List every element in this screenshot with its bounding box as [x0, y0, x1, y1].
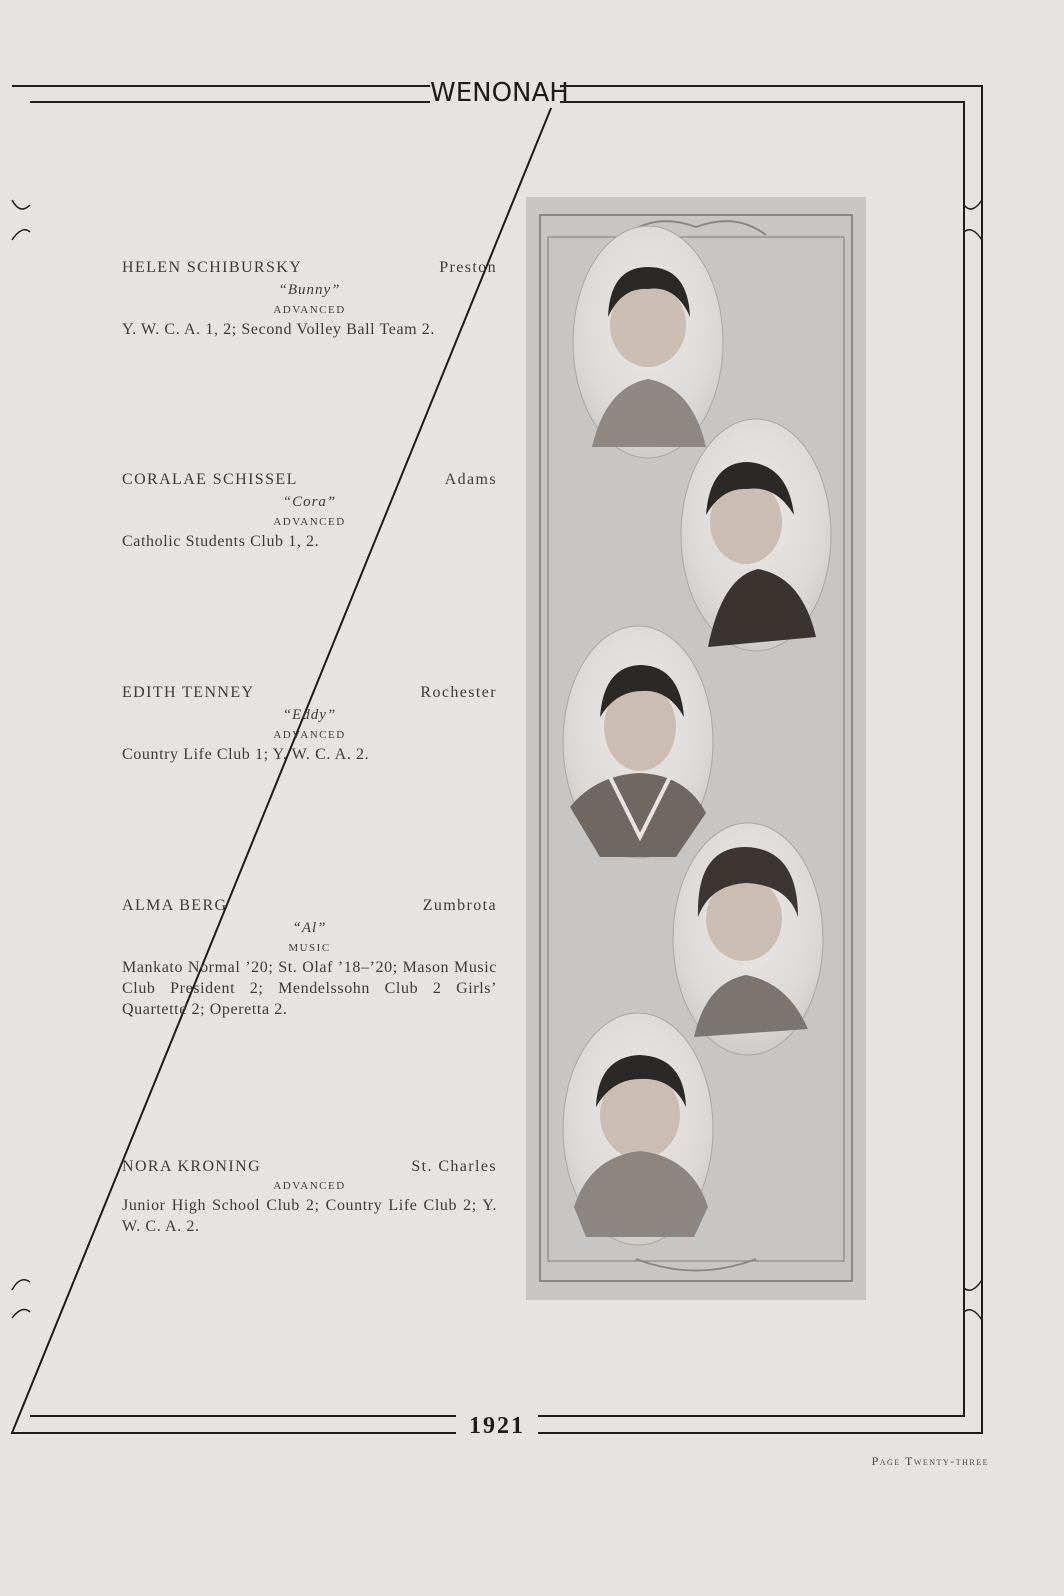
student-name: NORA KRONING: [122, 1158, 262, 1175]
student-activities: Y. W. C. A. 1, 2; Second Volley Ball Team 2.: [122, 321, 436, 338]
portrait-panel: [526, 197, 866, 1300]
portrait-alma-berg: [673, 823, 823, 1055]
student-nickname: “Bunny”: [278, 282, 341, 298]
student-nickname: “Al”: [292, 920, 327, 936]
portrait-coralae-schissel: [681, 419, 831, 651]
student-course: ADVANCED: [273, 1180, 346, 1192]
student-entry: [122, 896, 497, 1020]
student-activities: Junior High School Club 2; Country Life Club 2; Y. W. C. A. 2.: [122, 1197, 497, 1235]
student-hometown: St. Charles: [411, 1158, 497, 1175]
student-activities: Mankato Normal ’20; St. Olaf ’18–’20; Mason Music Club President 2; Mendelssohn Club 2 Girls’ Quartette 2; Operetta 2.: [122, 959, 497, 1018]
portrait-edith-tenney: [563, 626, 713, 858]
student-entry: [122, 470, 497, 552]
student-name: HELEN SCHIBURSKY: [122, 259, 303, 276]
student-activities: Catholic Students Club 1, 2.: [122, 533, 320, 550]
footer-year: 1921: [456, 1411, 538, 1441]
student-hometown: Zumbrota: [422, 897, 497, 914]
student-course: ADVANCED: [273, 304, 346, 316]
portrait-helen-schibursky: [573, 226, 723, 458]
portrait-panel-art: [526, 197, 866, 1300]
student-entry: [122, 258, 497, 340]
student-course: ADVANCED: [273, 516, 346, 528]
portrait-nora-kroning: [563, 1013, 713, 1245]
student-name: ALMA BERG: [122, 897, 228, 914]
student-hometown: Adams: [444, 471, 497, 488]
student-nickname: “Cora”: [282, 494, 337, 510]
student-course: MUSIC: [288, 942, 331, 954]
student-hometown: Rochester: [420, 684, 497, 701]
student-name: EDITH TENNEY: [122, 684, 255, 701]
student-hometown: Preston: [439, 259, 497, 276]
student-entry: [122, 1157, 497, 1237]
page-number: Page Twenty-three: [871, 1454, 989, 1468]
student-nickname: “Eddy”: [282, 707, 337, 723]
student-entry: [122, 683, 497, 765]
student-name: CORALAE SCHISSEL: [122, 471, 298, 488]
student-course: ADVANCED: [273, 729, 346, 741]
student-activities: Country Life Club 1; Y. W. C. A. 2.: [122, 746, 370, 763]
yearbook-title: WENONAH: [430, 78, 569, 108]
